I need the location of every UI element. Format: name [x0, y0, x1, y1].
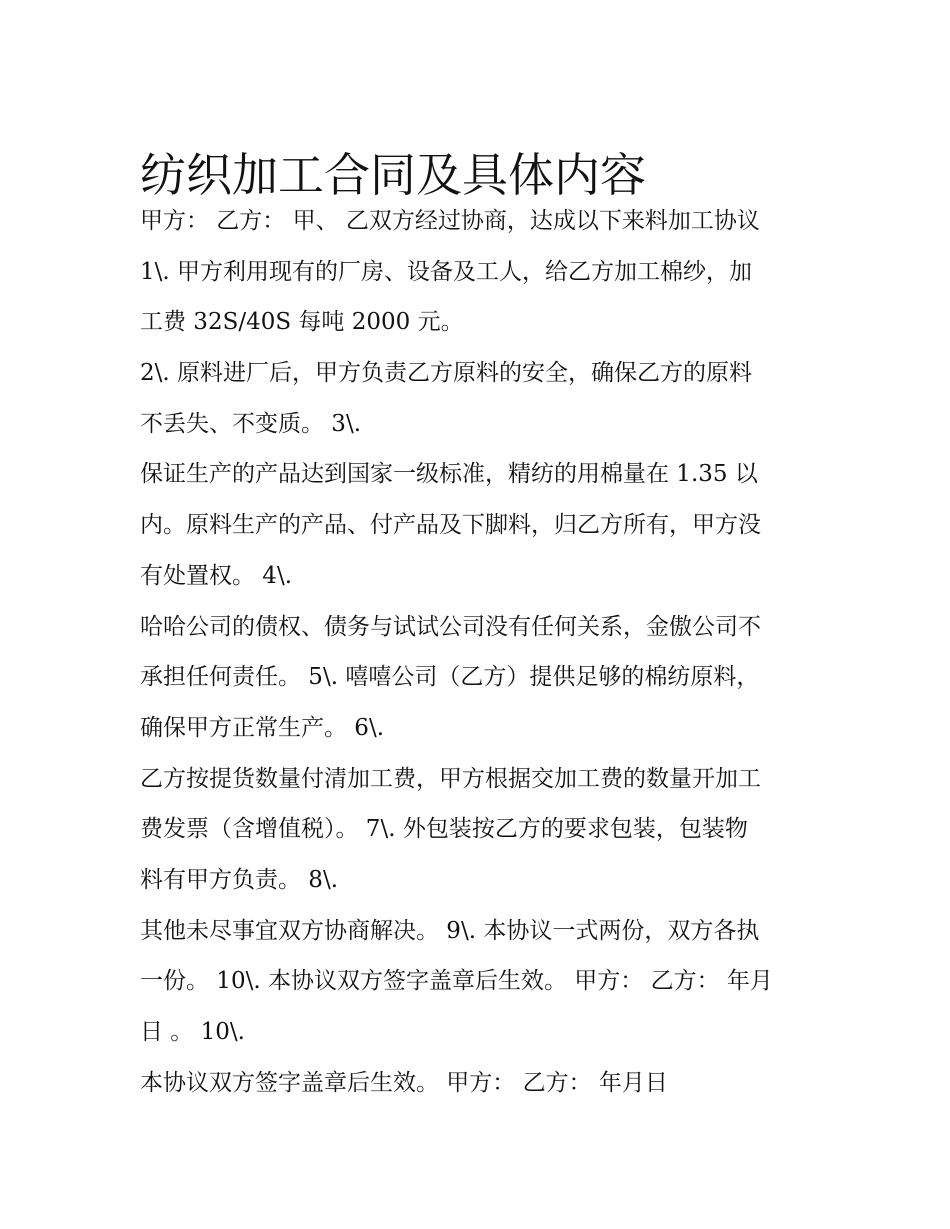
document-body: [140, 196, 830, 1108]
body-line: 不丢失、不变质。 3\.: [140, 410, 362, 437]
body-line: 日 。 10\.: [140, 1019, 245, 1045]
body-line: 费发票（含增值税）。 7\. 外包装按乙方的要求包装，包装物: [140, 816, 748, 843]
body-line: 料有甲方负责。 8\.: [140, 866, 339, 893]
body-line: 保证生产的产品达到国家一级标准，精纺的用棉量在 1.35 以: [140, 461, 758, 488]
body-line: 乙方按提货数量付清加工费，甲方根据交加工费的数量开加工: [140, 765, 761, 792]
body-line: 承担任何责任。 5\. 嘻嘻公司（乙方）提供足够的棉纺原料，: [140, 664, 760, 691]
body-line: 内。原料生产的产品、付产品及下脚料，归乙方所有，甲方没: [140, 512, 761, 539]
body-line: 1\. 甲方利用现有的厂房、设备及工人，给乙方加工棉纱，加: [140, 258, 753, 285]
body-line: 一份。 10\. 本协议双方签字盖章后生效。 甲方： 乙方： 年月: [140, 968, 773, 995]
body-line: 2\. 原料进厂后，甲方负责乙方原料的安全，确保乙方的原料: [140, 360, 753, 387]
body-line: 甲方： 乙方： 甲、 乙双方经过协商，达成以下来料加工协议: [140, 208, 760, 234]
document-title: 纺织加工合同及具体内容: [140, 147, 646, 202]
body-line: 哈哈公司的债权、债务与试试公司没有任何关系，金傲公司不: [140, 613, 761, 640]
body-line: 工费 32S/40S 每吨 2000 元。: [140, 309, 464, 336]
body-line: 本协议双方签字盖章后生效。 甲方： 乙方： 年月日: [140, 1069, 668, 1096]
body-line: 有处置权。 4\.: [140, 562, 293, 589]
body-line: 确保甲方正常生产。 6\.: [140, 714, 385, 741]
body-line: 其他未尽事宜双方协商解决。 9\. 本协议一式两份，双方各执: [140, 917, 760, 944]
